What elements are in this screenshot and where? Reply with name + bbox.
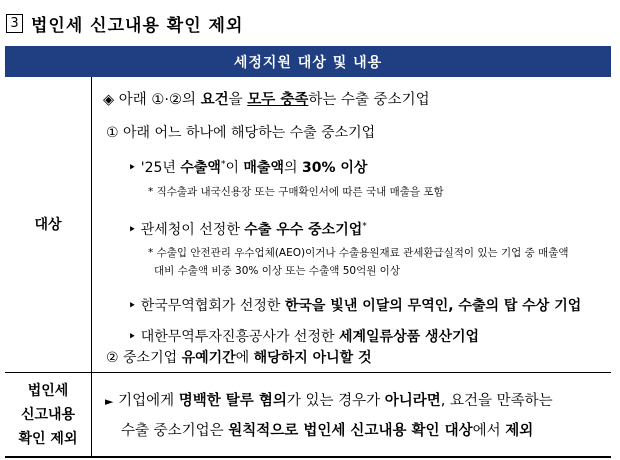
section-heading <box>6 10 243 36</box>
circled-two-marker: ② <box>106 350 119 366</box>
triangle-bullet-icon: ‣ <box>128 298 137 314</box>
note-export-ratio: * 직수출과 내국신용장 또는 구매확인서에 따른 국내 매출을 포함 <box>148 186 444 198</box>
condition-1: ① 아래 어느 하나에 해당하는 수출 중소기업 <box>106 125 376 141</box>
exclusion-label-line: 신고내용 <box>20 406 76 423</box>
item-kotra: ‣ 대한무역투자진흥공사가 선정한 세계일류상품 생산기업 <box>128 329 480 345</box>
triangle-bullet-icon: ‣ <box>128 160 137 176</box>
support-table <box>5 46 611 456</box>
diamond-bullet-icon: ◈ <box>103 92 115 108</box>
exclusion-content <box>92 373 611 456</box>
exclusion-row <box>5 373 611 458</box>
note-aeo-line2: 대비 수출액 비중 30% 이상 또는 수출액 50억원 이상 <box>154 265 400 277</box>
triangle-bullet-icon: ‣ <box>128 222 137 238</box>
exclusion-line-2: 수출 중소기업은 원칙적으로 법인세 신고내용 확인 대상에서 제외 <box>121 423 534 439</box>
condition-2: ② 중소기업 유예기간에 해당하지 아니할 것 <box>106 350 372 366</box>
circled-one-marker: ① <box>106 125 119 141</box>
section-number-box: 3 <box>6 14 23 33</box>
triangle-bullet-icon: ‣ <box>128 329 137 345</box>
item-trade-association: ‣ 한국무역협회가 선정한 한국을 빛낸 이달의 무역인, 수출의 탑 수상 기업 <box>128 298 582 314</box>
exclusion-label-line: 확인 제외 <box>18 430 78 447</box>
pointer-bullet-icon: ► <box>105 395 114 408</box>
target-label: 대상 <box>5 77 92 372</box>
target-content <box>92 77 611 372</box>
target-row <box>5 77 611 373</box>
intro-line: ◈ 아래 ①·②의 요건을 모두 충족하는 수출 중소기업 <box>103 92 430 108</box>
exclusion-label-line: 법인세 <box>27 382 69 399</box>
exclusion-label <box>5 373 92 456</box>
note-aeo-line1: * 수출입 안전관리 우수업체(AEO)이거나 수출용원재료 관세환급실적이 있는 기업 중 매출액 <box>148 247 569 259</box>
item-export-ratio: ‣ '25년 수출액*이 매출액의 30% 이상 <box>128 159 368 176</box>
section-title: 법인세 신고내용 확인 제외 <box>31 15 244 36</box>
exclusion-line-1: ► 기업에게 명백한 탈루 혐의가 있는 경우가 아니라면, 요건을 만족하는 <box>105 393 553 409</box>
item-customs-excellent: ‣ 관세청이 선정한 수출 우수 중소기업* <box>128 221 367 238</box>
table-header: 세정지원 대상 및 내용 <box>5 46 611 77</box>
